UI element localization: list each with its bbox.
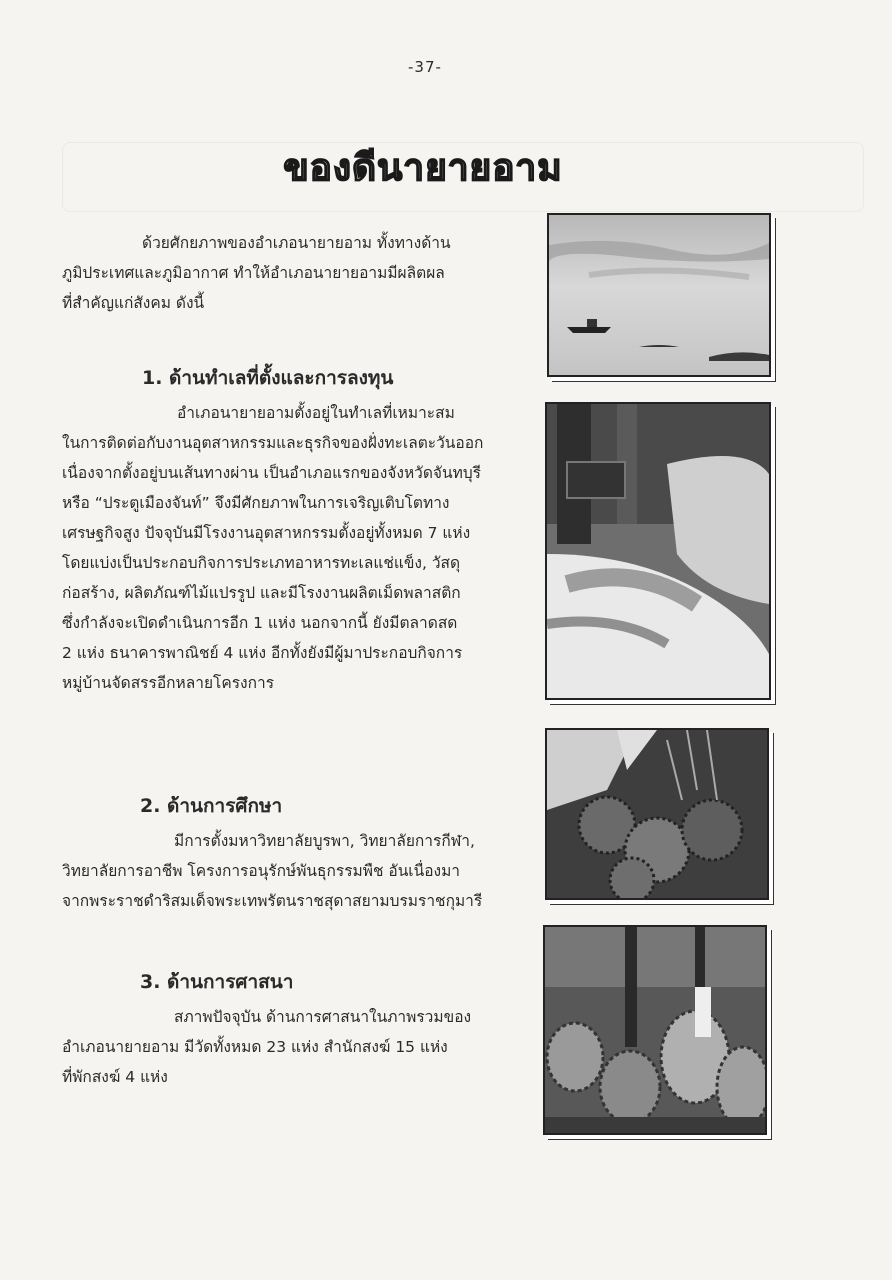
section-line: วิทยาลัยการอาชีพ โครงการอนุรักษ์พันธุกรรมพืช อันเนื่องมา: [62, 862, 460, 880]
factory-fish-photo: [545, 402, 771, 700]
section-heading: 2. ด้านการศึกษา: [140, 795, 283, 817]
section-line: สภาพปัจจุบัน ด้านการศาสนาในภาพรวมของ: [174, 1008, 472, 1026]
page-title: ของดีนายายอาม: [283, 146, 563, 189]
intro-line: ที่สำคัญแก่สังคม ดังนี้: [62, 294, 205, 312]
section-line: เศรษฐกิจสูง ปัจจุบันมีโรงงานอุตสาหกรรมตั้งอยู่ทั้งหมด 7 แห่ง: [62, 524, 471, 542]
section-line: อำเภอนายายอามตั้งอยู่ในทำเลที่เหมาะสม: [177, 404, 455, 422]
section-location-investment: [62, 364, 524, 698]
section-line: อำเภอนายายอาม มีวัดทั้งหมด 23 แห่ง สำนักสงฆ์ 15 แห่ง: [62, 1038, 448, 1056]
section-line: โดยแบ่งเป็นประกอบกิจการประเภทอาหารทะเลแช่แข็ง, วัสดุ: [62, 554, 461, 572]
section-line: มีการตั้งมหาวิทยาลัยบูรพา, วิทยาลัยการกีฬา,: [174, 832, 475, 850]
section-education: [62, 792, 524, 916]
intro-line: ด้วยศักยภาพของอำเภอนายายอาม ทั้งทางด้าน: [142, 234, 451, 252]
sea-boat-photo: [547, 213, 771, 377]
section-line: ที่พักสงฆ์ 4 แห่ง: [62, 1068, 168, 1086]
section-line: หรือ “ประตูเมืองจันท์” จึงมีศักยภาพในการเจริญเติบโตทาง: [62, 494, 450, 512]
section-line: จากพระราชดำริสมเด็จพระเทพรัตนราชสุดาสยามบรมราชกุมารี: [62, 892, 483, 910]
rambutan-photo: [545, 728, 769, 900]
section-line: หมู่บ้านจัดสรรอีกหลายโครงการ: [62, 674, 275, 692]
section-line: ซึ่งกำลังจะเปิดดำเนินการอีก 1 แห่ง นอกจากนี้ ยังมีตลาดสด: [62, 614, 458, 632]
page-number: -37-: [408, 58, 442, 76]
section-religion: [62, 968, 524, 1092]
intro-paragraph: [62, 228, 524, 318]
durian-market-photo: [543, 925, 767, 1135]
section-line: เนื่องจากตั้งอยู่บนเส้นทางผ่าน เป็นอำเภอแรกของจังหวัดจันทบุรี: [62, 464, 481, 482]
section-heading: 3. ด้านการศาสนา: [140, 971, 294, 993]
section-heading: 1. ด้านทำเลที่ตั้งและการลงทุน: [142, 367, 394, 389]
section-line: 2 แห่ง ธนาคารพาณิชย์ 4 แห่ง อีกทั้งยังมีผู้มาประกอบกิจการ: [62, 644, 463, 662]
section-line: ในการติดต่อกับงานอุตสาหกรรมและธุรกิจของฝั่งทะเลตะวันออก: [62, 434, 484, 452]
intro-line: ภูมิประเทศและภูมิอากาศ ทำให้อำเภอนายายอามมีผลิตผล: [62, 264, 445, 282]
section-line: ก่อสร้าง, ผลิตภัณฑ์ไม้แปรรูป และมีโรงงานผลิตเม็ดพลาสติก: [62, 584, 461, 602]
